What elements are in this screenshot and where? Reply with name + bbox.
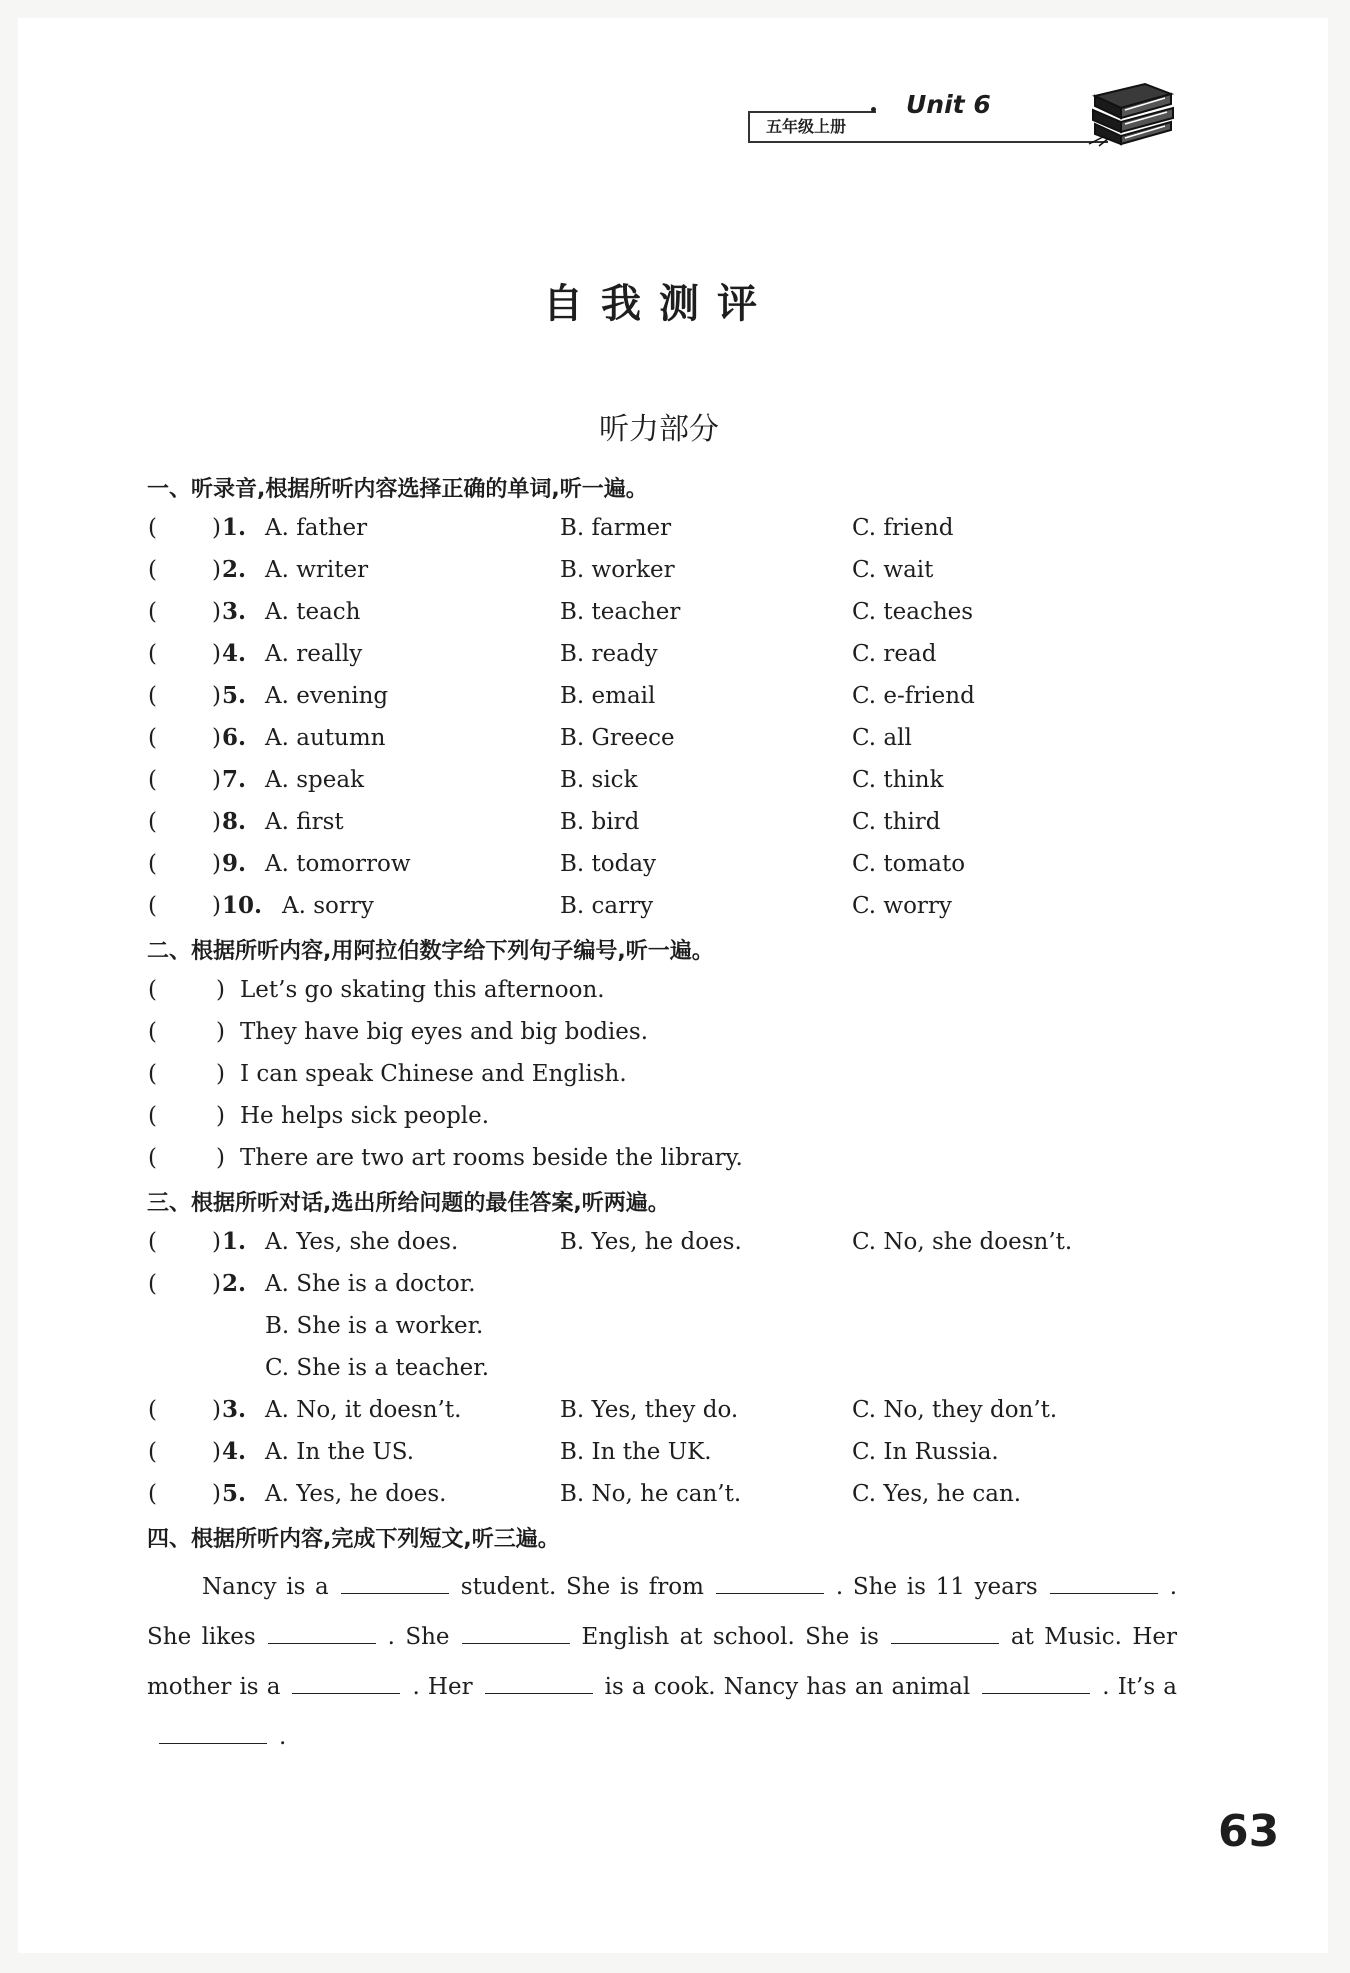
- item-number: 9.: [222, 850, 247, 877]
- header-rule: [748, 141, 1108, 143]
- paren-close: ): [212, 1229, 221, 1255]
- paren-close: ): [212, 1439, 221, 1465]
- header-dot: [871, 107, 876, 112]
- item-number: 5.: [222, 682, 247, 709]
- item-number: 1.: [222, 514, 247, 541]
- item-number: 1.: [222, 1228, 247, 1255]
- passage-text: She likes: [147, 1624, 256, 1650]
- option-c: C. Yes, he can.: [852, 1481, 1022, 1507]
- item-number: 2.: [222, 556, 247, 583]
- item-number: 6.: [222, 724, 247, 751]
- paren-open: (: [148, 977, 157, 1003]
- paren-close: ): [216, 1145, 225, 1171]
- blank-8[interactable]: [485, 1670, 593, 1694]
- option-a: A. sorry: [282, 893, 374, 919]
- option-a: A. She is a doctor.: [265, 1271, 476, 1297]
- option-b: B. email: [560, 683, 656, 709]
- paren-close: ): [216, 977, 225, 1003]
- paren-close: ): [212, 725, 221, 751]
- option-a: A. No, it doesn’t.: [265, 1397, 462, 1423]
- option-c: C. all: [852, 725, 912, 751]
- paren-open: (: [148, 641, 157, 667]
- option-b: B. She is a worker.: [265, 1313, 484, 1339]
- passage-text: at Music. Her: [1010, 1624, 1177, 1650]
- sentence-text: Let’s go skating this afternoon.: [240, 977, 605, 1003]
- paren-close: ): [212, 1271, 221, 1297]
- paren-open: (: [148, 557, 157, 583]
- item-number: 3.: [222, 1396, 247, 1423]
- sentence-text: They have big eyes and big bodies.: [240, 1019, 649, 1045]
- paren-open: (: [148, 515, 157, 541]
- passage-text: Nancy is a: [202, 1574, 329, 1600]
- option-b: B. No, he can’t.: [560, 1481, 742, 1507]
- paren-open: (: [148, 1481, 157, 1507]
- blank-3[interactable]: [1050, 1570, 1158, 1594]
- paren-close: ): [216, 1019, 225, 1045]
- option-a: A. speak: [265, 767, 365, 793]
- blank-4[interactable]: [268, 1620, 376, 1644]
- option-b: B. Yes, he does.: [560, 1229, 742, 1255]
- paren-open: (: [148, 1229, 157, 1255]
- sentence-text: He helps sick people.: [240, 1103, 490, 1129]
- page-number: 63: [1218, 1806, 1280, 1857]
- paren-open: (: [148, 767, 157, 793]
- option-b: B. Yes, they do.: [560, 1397, 739, 1423]
- paren-open: (: [148, 1061, 157, 1087]
- option-c: C. No, they don’t.: [852, 1397, 1058, 1423]
- option-b: B. teacher: [560, 599, 681, 625]
- paren-close: ): [212, 683, 221, 709]
- option-b: B. carry: [560, 893, 654, 919]
- paren-close: ): [216, 1061, 225, 1087]
- option-a: A. Yes, he does.: [265, 1481, 447, 1507]
- paren-open: (: [148, 683, 157, 709]
- paren-close: ): [212, 599, 221, 625]
- blank-2[interactable]: [716, 1570, 824, 1594]
- paren-close: ): [212, 851, 221, 877]
- passage-text: . She is 11 years: [835, 1574, 1038, 1600]
- option-b: B. today: [560, 851, 657, 877]
- paren-open: (: [148, 809, 157, 835]
- option-c: C. tomato: [852, 851, 966, 877]
- books-icon: [1085, 78, 1175, 148]
- blank-1[interactable]: [341, 1570, 449, 1594]
- section2-heading: 二、根据所听内容,用阿拉伯数字给下列句子编号,听一遍。: [147, 939, 714, 964]
- passage-text: .: [279, 1724, 287, 1750]
- option-a: A. Yes, she does.: [265, 1229, 459, 1255]
- blank-5[interactable]: [462, 1620, 570, 1644]
- paren-open: (: [148, 1271, 157, 1297]
- passage-text: . She: [387, 1624, 450, 1650]
- paren-close: ): [212, 809, 221, 835]
- paren-open: (: [148, 851, 157, 877]
- sentence-text: I can speak Chinese and English.: [240, 1061, 627, 1087]
- unit-label: Unit 6: [906, 90, 991, 119]
- paren-close: ): [216, 1103, 225, 1129]
- paren-open: (: [148, 1019, 157, 1045]
- option-b: B. Greece: [560, 725, 675, 751]
- option-a: A. writer: [265, 557, 369, 583]
- paren-open: (: [148, 1397, 157, 1423]
- paren-close: ): [212, 515, 221, 541]
- paren-open: (: [148, 1103, 157, 1129]
- page-title: 自我测评: [543, 281, 775, 327]
- blank-10[interactable]: [159, 1720, 267, 1744]
- option-c: C. teaches: [852, 599, 974, 625]
- grade-label: 五年级上册: [748, 111, 876, 143]
- paren-close: ): [212, 893, 221, 919]
- option-c: C. No, she doesn’t.: [852, 1229, 1073, 1255]
- item-number: 8.: [222, 808, 247, 835]
- paren-open: (: [148, 893, 157, 919]
- item-number: 4.: [222, 1438, 247, 1465]
- option-a: A. autumn: [265, 725, 386, 751]
- option-c: C. e-friend: [852, 683, 975, 709]
- passage-text: .: [1169, 1574, 1177, 1600]
- option-a: A. father: [265, 515, 368, 541]
- option-a: A. first: [265, 809, 344, 835]
- passage-text: student. She is from: [460, 1574, 704, 1600]
- option-c: C. read: [852, 641, 937, 667]
- option-b: B. In the UK.: [560, 1439, 712, 1465]
- passage-text: is a cook. Nancy has an animal: [604, 1674, 971, 1700]
- section1-heading: 一、听录音,根据所听内容选择正确的单词,听一遍。: [147, 477, 648, 502]
- section4-heading: 四、根据所听内容,完成下列短文,听三遍。: [147, 1527, 560, 1552]
- option-b: B. ready: [560, 641, 658, 667]
- paren-close: ): [212, 1481, 221, 1507]
- option-a: A. really: [265, 641, 363, 667]
- passage-text: a: [1163, 1674, 1177, 1700]
- option-c: C. worry: [852, 893, 952, 919]
- blank-9[interactable]: [982, 1670, 1090, 1694]
- option-c: C. think: [852, 767, 944, 793]
- option-b: B. bird: [560, 809, 640, 835]
- option-a: A. teach: [265, 599, 361, 625]
- paren-open: (: [148, 1145, 157, 1171]
- option-b: B. farmer: [560, 515, 672, 541]
- paren-open: (: [148, 599, 157, 625]
- option-b: B. worker: [560, 557, 675, 583]
- option-a: A. tomorrow: [265, 851, 411, 877]
- option-b: B. sick: [560, 767, 638, 793]
- option-c: C. In Russia.: [852, 1439, 999, 1465]
- option-c: C. friend: [852, 515, 954, 541]
- section3-heading: 三、根据所听对话,选出所给问题的最佳答案,听两遍。: [147, 1191, 670, 1216]
- paren-close: ): [212, 641, 221, 667]
- passage-text: . It’s: [1102, 1674, 1156, 1700]
- paren-close: ): [212, 767, 221, 793]
- item-number: 7.: [222, 766, 247, 793]
- part-subtitle: 听力部分: [599, 412, 719, 447]
- option-a: A. evening: [265, 683, 389, 709]
- passage-text: mother is a: [147, 1674, 281, 1700]
- paren-close: ): [212, 1397, 221, 1423]
- sentence-text: There are two art rooms beside the library.: [240, 1145, 743, 1171]
- option-a: A. In the US.: [265, 1439, 415, 1465]
- paren-open: (: [148, 1439, 157, 1465]
- paren-close: ): [212, 557, 221, 583]
- passage-text: . Her: [412, 1674, 473, 1700]
- option-c: C. third: [852, 809, 941, 835]
- option-c: C. She is a teacher.: [265, 1355, 490, 1381]
- item-number: 10.: [222, 892, 263, 919]
- cloze-passage: [147, 1562, 1177, 1762]
- option-c: C. wait: [852, 557, 934, 583]
- paren-open: (: [148, 725, 157, 751]
- item-number: 3.: [222, 598, 247, 625]
- passage-text: English at school. She is: [581, 1624, 879, 1650]
- item-number: 2.: [222, 1270, 247, 1297]
- blank-6[interactable]: [891, 1620, 999, 1644]
- blank-7[interactable]: [292, 1670, 400, 1694]
- item-number: 5.: [222, 1480, 247, 1507]
- item-number: 4.: [222, 640, 247, 667]
